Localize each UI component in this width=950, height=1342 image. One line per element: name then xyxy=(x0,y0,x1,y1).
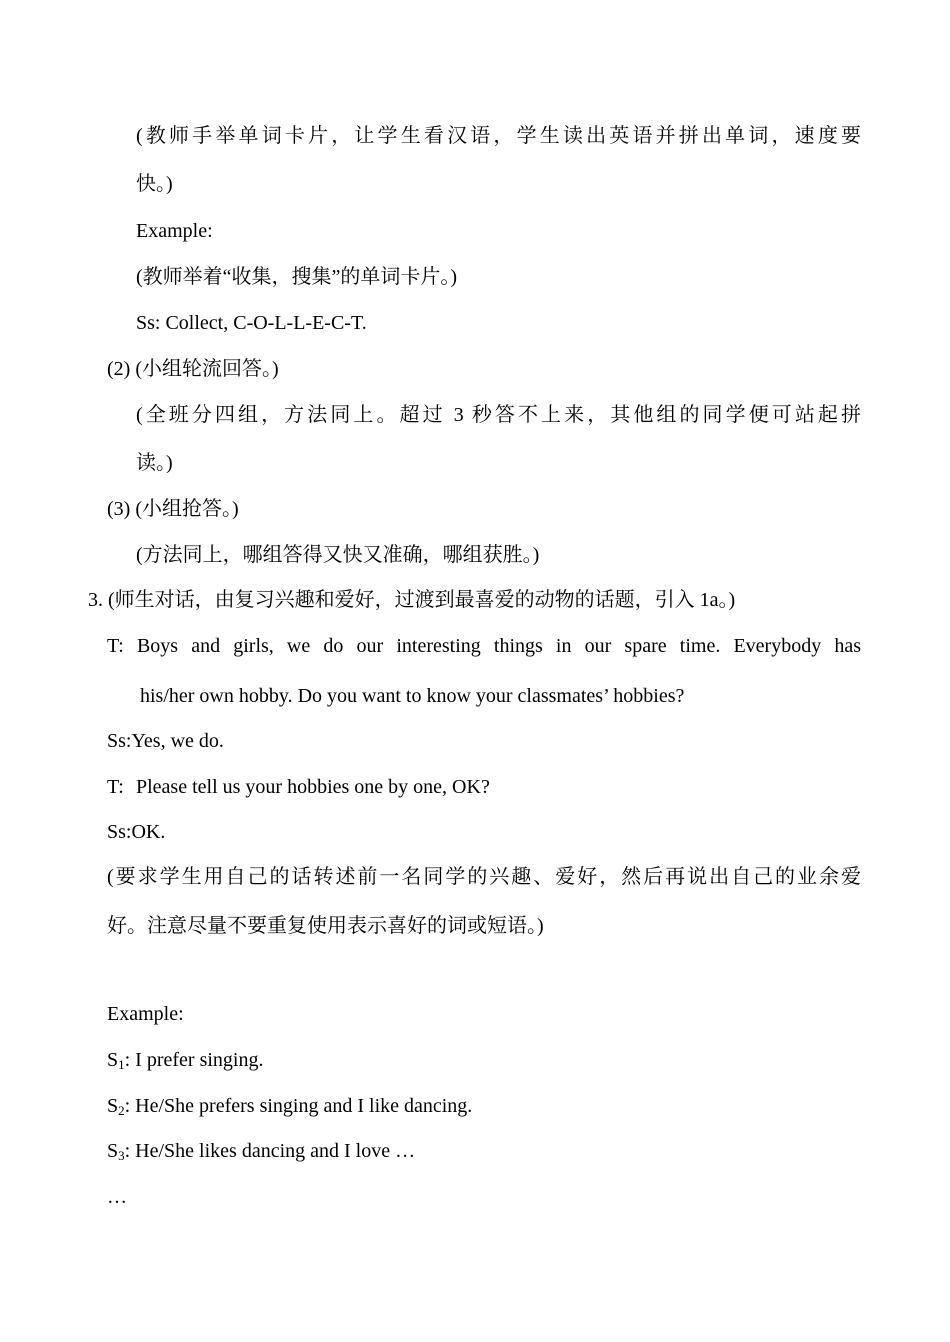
item1-example-label: Example: xyxy=(136,220,213,242)
dialogue-line-t2 xyxy=(107,775,490,799)
dialogue-text: Boys and girls, we do our interesting things in our spare time. Everybody has xyxy=(136,635,862,657)
item2-heading xyxy=(107,357,279,381)
item3-heading xyxy=(107,497,239,521)
dialogue-text: Yes, we do. xyxy=(131,730,224,752)
section3-heading: 3. (师生对话，由复习兴趣和爱好，过渡到最喜爱的动物的话题，引入 1a。) xyxy=(88,589,736,611)
dialogue-text: OK. xyxy=(131,821,166,843)
section3-note-line2: 好。注意尽量不要重复使用表示喜好的词或短语。) xyxy=(107,915,544,937)
item2-desc-line2: 读。) xyxy=(136,452,173,474)
dialogue-line-t1-cont: his/her own hobby. Do you want to know your classmates’ hobbies? xyxy=(140,685,685,707)
example-text: : He/She prefers singing and I like dancing. xyxy=(124,1095,473,1117)
example-line-s1 xyxy=(107,1048,263,1072)
example-line-s3 xyxy=(107,1139,415,1163)
item1-example-note: (教师举着“收集，搜集”的单词卡片。) xyxy=(136,266,458,288)
example-ellipsis: … xyxy=(107,1186,127,1208)
dialogue-speaker: Ss: xyxy=(107,821,132,843)
example-text: : He/She likes dancing and I love … xyxy=(124,1140,416,1162)
item3-title: (小组抢答。) xyxy=(135,498,239,520)
example-speaker: S xyxy=(107,1095,119,1117)
section3-note-line1: (要求学生用自己的话转述前一名同学的兴趣、爱好，然后再说出自己的业余爱 xyxy=(107,866,861,888)
example-speaker-index: 3 xyxy=(118,1148,125,1163)
dialogue-text: Please tell us your hobbies one by one, OK? xyxy=(136,776,490,798)
dialogue-line-ss1 xyxy=(107,729,224,753)
example-speaker-index: 2 xyxy=(118,1103,125,1118)
example-speaker: S xyxy=(107,1140,119,1162)
item1-instruction-line1: (教师手举单词卡片，让学生看汉语，学生读出英语并拼出单词，速度要 xyxy=(136,125,861,147)
example-speaker: S xyxy=(107,1049,119,1071)
dialogue-speaker: T: xyxy=(107,635,124,657)
example-speaker-index: 1 xyxy=(118,1057,125,1072)
example-text: : I prefer singing. xyxy=(124,1049,264,1071)
item3-number: (3) xyxy=(107,498,131,520)
dialogue-line-ss2 xyxy=(107,820,165,844)
section3-example-label: Example: xyxy=(107,1003,184,1025)
dialogue-line-t1 xyxy=(107,634,861,658)
example-line-s2 xyxy=(107,1094,472,1118)
dialogue-speaker: T: xyxy=(107,776,124,798)
item3-desc: (方法同上，哪组答得又快又准确，哪组获胜。) xyxy=(136,544,540,566)
item2-title: (小组轮流回答。) xyxy=(135,358,279,380)
item2-desc-line1: (全班分四组，方法同上。超过 3 秒答不上来，其他组的同学便可站起拼 xyxy=(136,404,861,426)
item1-instruction-line2: 快。) xyxy=(136,173,173,195)
dialogue-speaker: Ss: xyxy=(107,730,132,752)
item2-number: (2) xyxy=(107,358,131,380)
item1-example-answer: Ss: Collect, C-O-L-L-E-C-T. xyxy=(136,312,367,334)
